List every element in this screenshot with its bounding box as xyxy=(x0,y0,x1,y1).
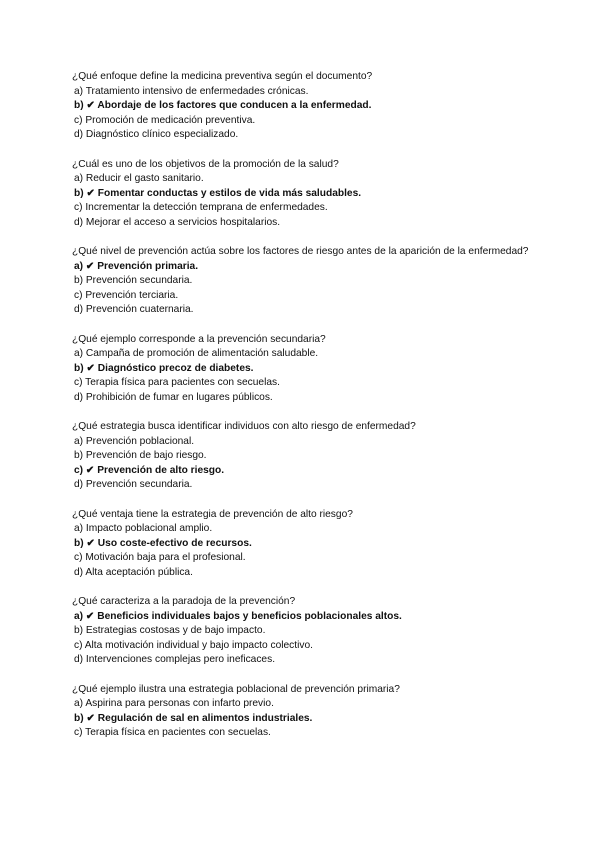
answer-option: d) Alta aceptación pública. xyxy=(74,566,193,578)
question-text: ¿Qué estrategia busca identificar individuos con alto riesgo de enfermedad? xyxy=(72,421,416,432)
quiz-document xyxy=(72,70,532,756)
answer-option: d) Prevención cuaternaria. xyxy=(74,304,194,315)
question-text: ¿Qué ejemplo corresponde a la prevención secundaria? xyxy=(72,333,326,345)
question-block xyxy=(72,508,532,581)
answer-option-correct: b) ✔ Abordaje de los factores que conducen a la enfermedad. xyxy=(74,100,372,111)
answer-option: d) Prohibición de fumar en lugares públicos. xyxy=(74,391,273,403)
question-block xyxy=(72,333,532,406)
answer-option: c) Terapia física para pacientes con secuelas. xyxy=(74,377,280,388)
answer-option: d) Prevención secundaria. xyxy=(74,479,193,490)
question-text: ¿Qué caracteriza a la paradoja de la prevención? xyxy=(72,596,296,607)
answer-option: a) Impacto poblacional amplio. xyxy=(74,523,213,534)
answer-option: c) Promoción de medicación preventiva. xyxy=(74,114,256,126)
answer-option: c) Terapia física en pacientes con secuelas. xyxy=(74,727,271,738)
question-block xyxy=(72,595,532,668)
answer-option-correct: a) ✔ Prevención primaria. xyxy=(74,260,199,272)
answer-option: b) Estrategias costosas y de bajo impacto. xyxy=(74,625,266,636)
answer-option: b) Prevención de bajo riesgo. xyxy=(74,450,207,461)
question-text: ¿Cuál es uno de los objetivos de la promoción de la salud? xyxy=(72,158,339,170)
answer-option: c) Prevención terciaria. xyxy=(74,289,179,301)
answer-option-correct: a) ✔ Beneficios individuales bajos y beneficios poblacionales altos. xyxy=(74,610,402,622)
answer-option: a) Aspirina para personas con infarto previo. xyxy=(74,698,274,709)
answer-option: a) Tratamiento intensivo de enfermedades crónicas. xyxy=(74,85,309,97)
question-text: ¿Qué ventaja tiene la estrategia de prevención de alto riesgo? xyxy=(72,508,353,520)
answer-option-correct: b) ✔ Uso coste-efectivo de recursos. xyxy=(74,537,252,549)
question-text: ¿Qué ejemplo ilustra una estrategia poblacional de prevención primaria? xyxy=(72,683,400,695)
question-text: ¿Qué enfoque define la medicina preventiva según el documento? xyxy=(72,71,373,82)
question-block xyxy=(72,683,532,741)
answer-option: c) Motivación baja para el profesional. xyxy=(74,552,246,563)
answer-option: a) Campaña de promoción de alimentación saludable. xyxy=(74,348,319,359)
answer-option-correct: c) ✔ Prevención de alto riesgo. xyxy=(74,464,225,476)
question-block xyxy=(72,70,532,143)
answer-option-correct: b) ✔ Diagnóstico precoz de diabetes. xyxy=(74,362,254,374)
question-block xyxy=(72,420,532,493)
answer-option-correct: b) ✔ Fomentar conductas y estilos de vida más saludables. xyxy=(74,187,362,199)
answer-option: b) Prevención secundaria. xyxy=(74,275,193,286)
answer-option: c) Alta motivación individual y bajo impacto colectivo. xyxy=(74,639,313,651)
answer-option: d) Intervenciones complejas pero ineficaces. xyxy=(74,654,276,665)
answer-option: d) Mejorar el acceso a servicios hospitalarios. xyxy=(74,216,281,228)
question-text: ¿Qué nivel de prevención actúa sobre los factores de riesgo antes de la aparición de la enfermedad? xyxy=(72,246,529,257)
answer-option-correct: b) ✔ Regulación de sal en alimentos industriales. xyxy=(74,712,313,724)
answer-option: a) Prevención poblacional. xyxy=(74,435,195,447)
answer-option: a) Reducir el gasto sanitario. xyxy=(74,173,204,184)
answer-option: d) Diagnóstico clínico especializado. xyxy=(74,129,239,140)
question-block xyxy=(72,158,532,231)
answer-option: c) Incrementar la detección temprana de enfermedades. xyxy=(74,202,328,213)
question-block xyxy=(72,245,532,318)
